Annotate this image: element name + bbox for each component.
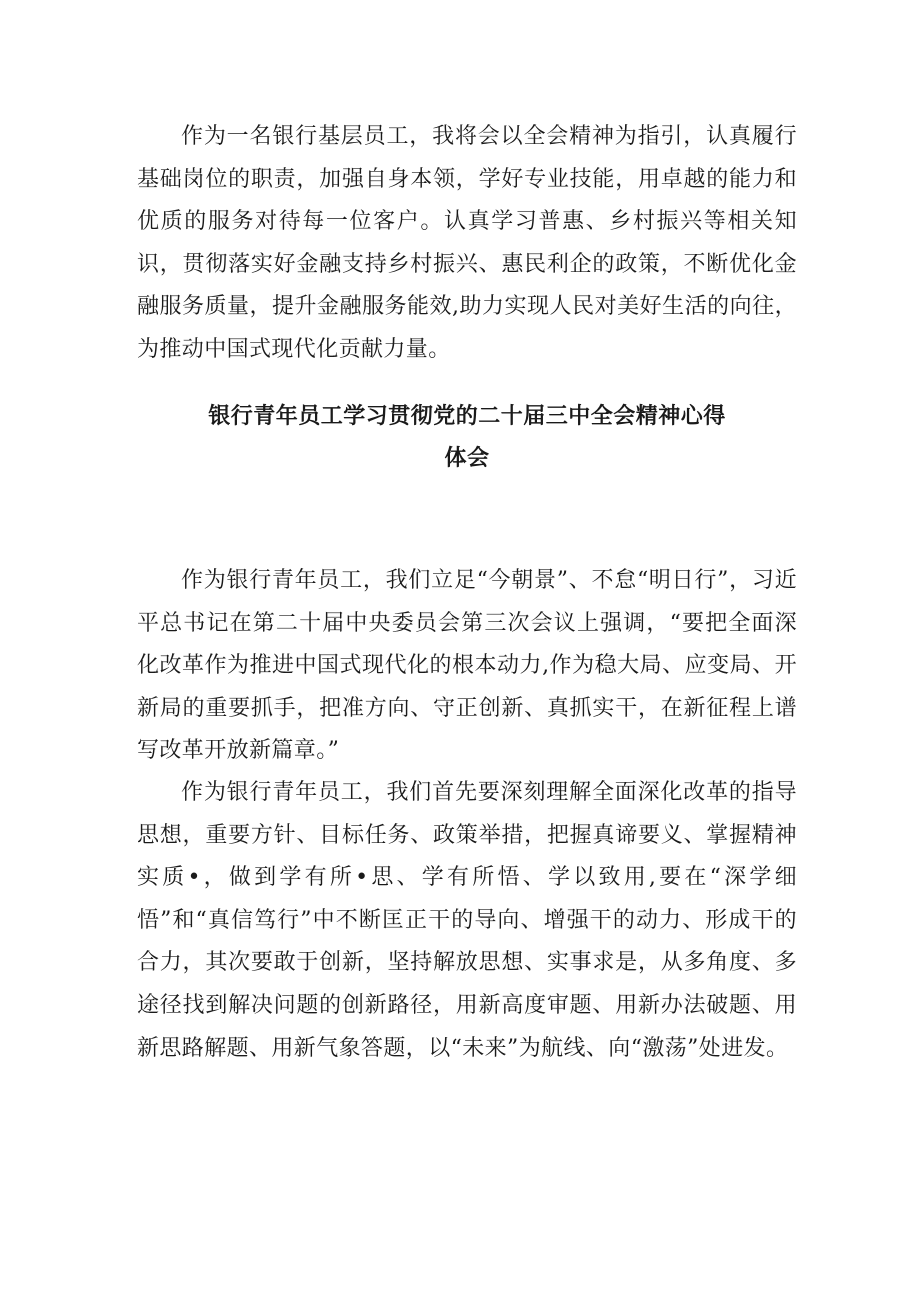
section-title [137, 396, 797, 480]
paragraph-youth-employee-action: 作为银行青年员工，我们首先要深刻理解全面深化改革的指导思想，重要方针、目标任务、政策举措，把握真谛要义、掌握精神实质•，做到学有所•思、学有所悟、学以致用,要在“深学细悟”和“真信笃行”中不断匡正干的导向、增强干的动力、形成干的合力，其次要敢于创新，坚持解放思想、实事求是，从多角度、多途径找到解决问题的创新路径，用新高度审题、用新办法破题、用新思路解题、用新气象答题，以“未来”为航线、向“激荡”处进发。 [137, 780, 797, 1061]
section-title-line-2: 体会 [444, 446, 490, 471]
section-title-line-1: 银行青年员工学习贯彻党的二十届三中全会精神心得 [208, 404, 726, 429]
paragraph-bank-employee-commitment: 作为一名银行基层员工，我将会以全会精神为指引，认真履行基础岗位的职责，加强自身本领，学好专业技能，用卓越的能力和优质的服务对待每一位客户。认真学习普惠、乡村振兴等相关知识，贯彻落实好金融支持乡村振兴、惠民利企的政策，不断优化金融服务质量，提升金融服务能效,助力实现人民对美好生活的向往，为推动中国式现代化贡献力量。 [137, 124, 797, 362]
paragraph-youth-employee-intro: 作为银行青年员工，我们立足“今朝景”、不怠“明日行”，习近平总书记在第二十届中央委员会第三次会议上强调，“要把全面深化改革作为推进中国式现代化的根本动力,作为稳大局、应变局、开新局的重要抓手，把准方向、守正创新、真抓实干，在新征程上谱写改革开放新篇章。” [137, 568, 797, 764]
